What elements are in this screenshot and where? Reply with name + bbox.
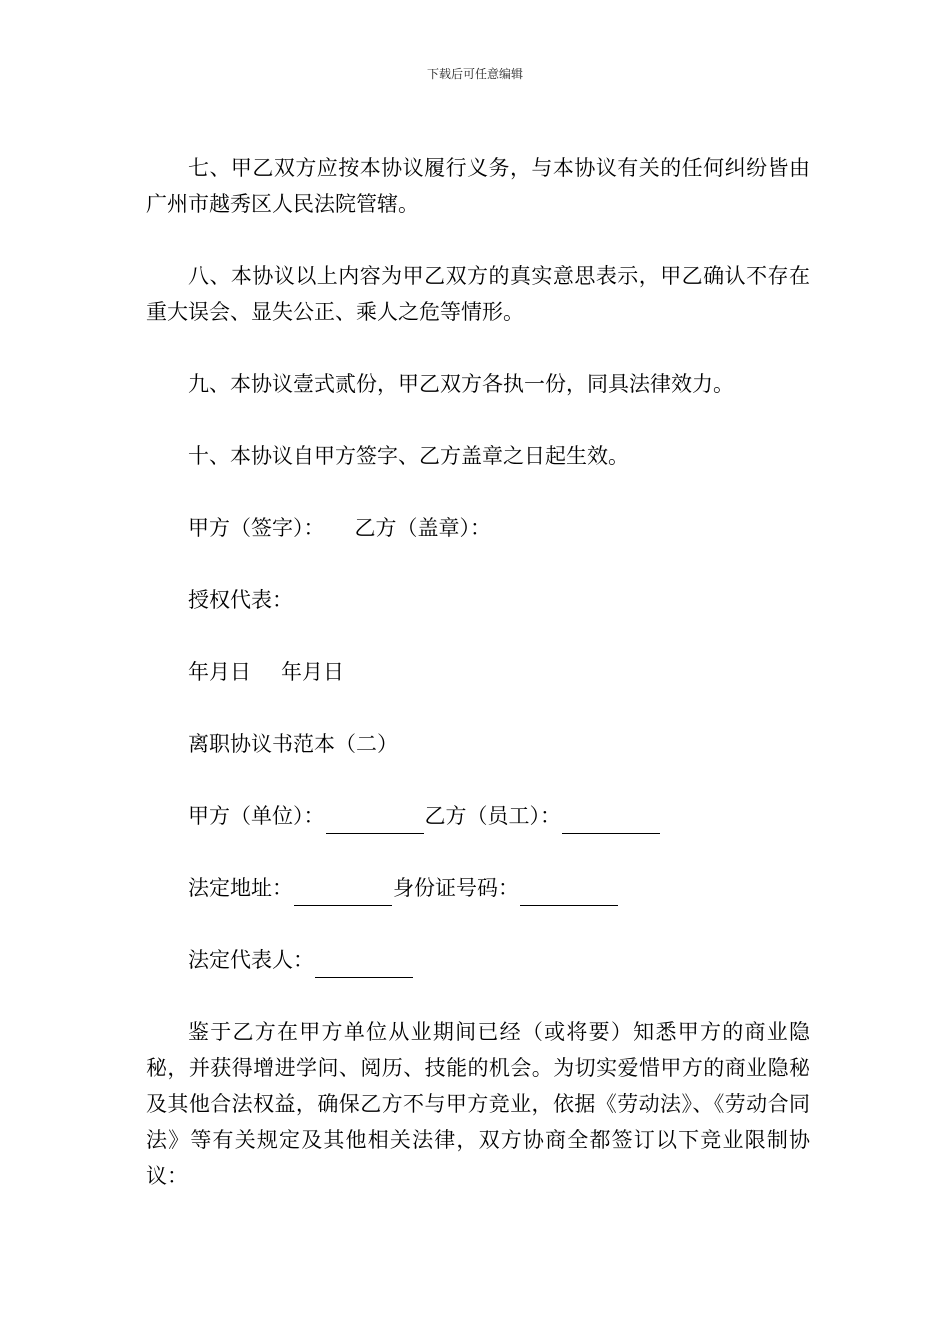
paragraph-spacer bbox=[146, 690, 810, 726]
paragraph-spacer bbox=[146, 546, 810, 582]
paragraph-spacer bbox=[146, 474, 810, 510]
date-a: 年月日 bbox=[188, 660, 251, 684]
party-b-label: 乙方（员工）： bbox=[424, 804, 561, 828]
header-note: 下载后可任意编辑 bbox=[426, 67, 523, 81]
authorized-rep-line: 授权代表： bbox=[188, 588, 293, 612]
preamble-paragraph: 鉴于乙方在甲方单位从业期间已经（或将要）知悉甲方的商业隐秘，并获得增进学问、阅历、技能的机会。为切实爱惜甲方的商业隐秘及其他合法权益，确保乙方不与甲方竞业，依据《劳动法》、《劳动合同法》等有关规定及其他相关法律，双方协商全都签订以下竞业限制协议： bbox=[146, 1020, 810, 1188]
legal-address-blank[interactable] bbox=[294, 879, 392, 906]
address-id-line bbox=[146, 870, 810, 906]
clause-nine: 九、本协议壹式贰份，甲乙双方各执一份，同具法律效力。 bbox=[188, 372, 734, 396]
signature-line bbox=[146, 510, 810, 546]
paragraph-spacer bbox=[146, 402, 810, 438]
id-number-blank[interactable] bbox=[520, 879, 618, 906]
legal-rep-line bbox=[146, 942, 810, 978]
legal-rep-blank[interactable] bbox=[315, 951, 413, 978]
party-a-sign-label: 甲方（签字）： bbox=[188, 516, 325, 540]
paragraph-spacer bbox=[146, 330, 810, 366]
paragraph-spacer bbox=[146, 762, 810, 798]
party-b-seal-label: 乙方（盖章）： bbox=[354, 516, 491, 540]
paragraph-spacer bbox=[146, 618, 810, 654]
clause-ten: 十、本协议自甲方签字、乙方盖章之日起生效。 bbox=[188, 444, 629, 468]
paragraph-spacer bbox=[146, 978, 810, 1014]
paragraph-spacer bbox=[146, 834, 810, 870]
clause-seven: 七、甲乙双方应按本协议履行义务，与本协议有关的任何纠纷皆由广州市越秀区人民法院管辖。 bbox=[146, 156, 810, 216]
date-line bbox=[146, 654, 810, 690]
parties-line bbox=[146, 798, 810, 834]
id-number-label: 身份证号码： bbox=[393, 876, 519, 900]
party-b-blank[interactable] bbox=[562, 807, 660, 834]
template-two-title: 离职协议书范本（二） bbox=[188, 732, 398, 756]
document-body bbox=[146, 150, 810, 1194]
date-b: 年月日 bbox=[281, 660, 344, 684]
paragraph-spacer bbox=[146, 222, 810, 258]
clause-eight: 八、本协议以上内容为甲乙双方的真实意思表示，甲乙确认不存在重大误会、显失公正、乘人之危等情形。 bbox=[146, 264, 810, 324]
legal-address-label: 法定地址： bbox=[188, 876, 293, 900]
legal-rep-label: 法定代表人： bbox=[188, 948, 314, 972]
party-a-label: 甲方（单位）： bbox=[188, 804, 325, 828]
party-a-blank[interactable] bbox=[326, 807, 424, 834]
paragraph-spacer bbox=[146, 906, 810, 942]
